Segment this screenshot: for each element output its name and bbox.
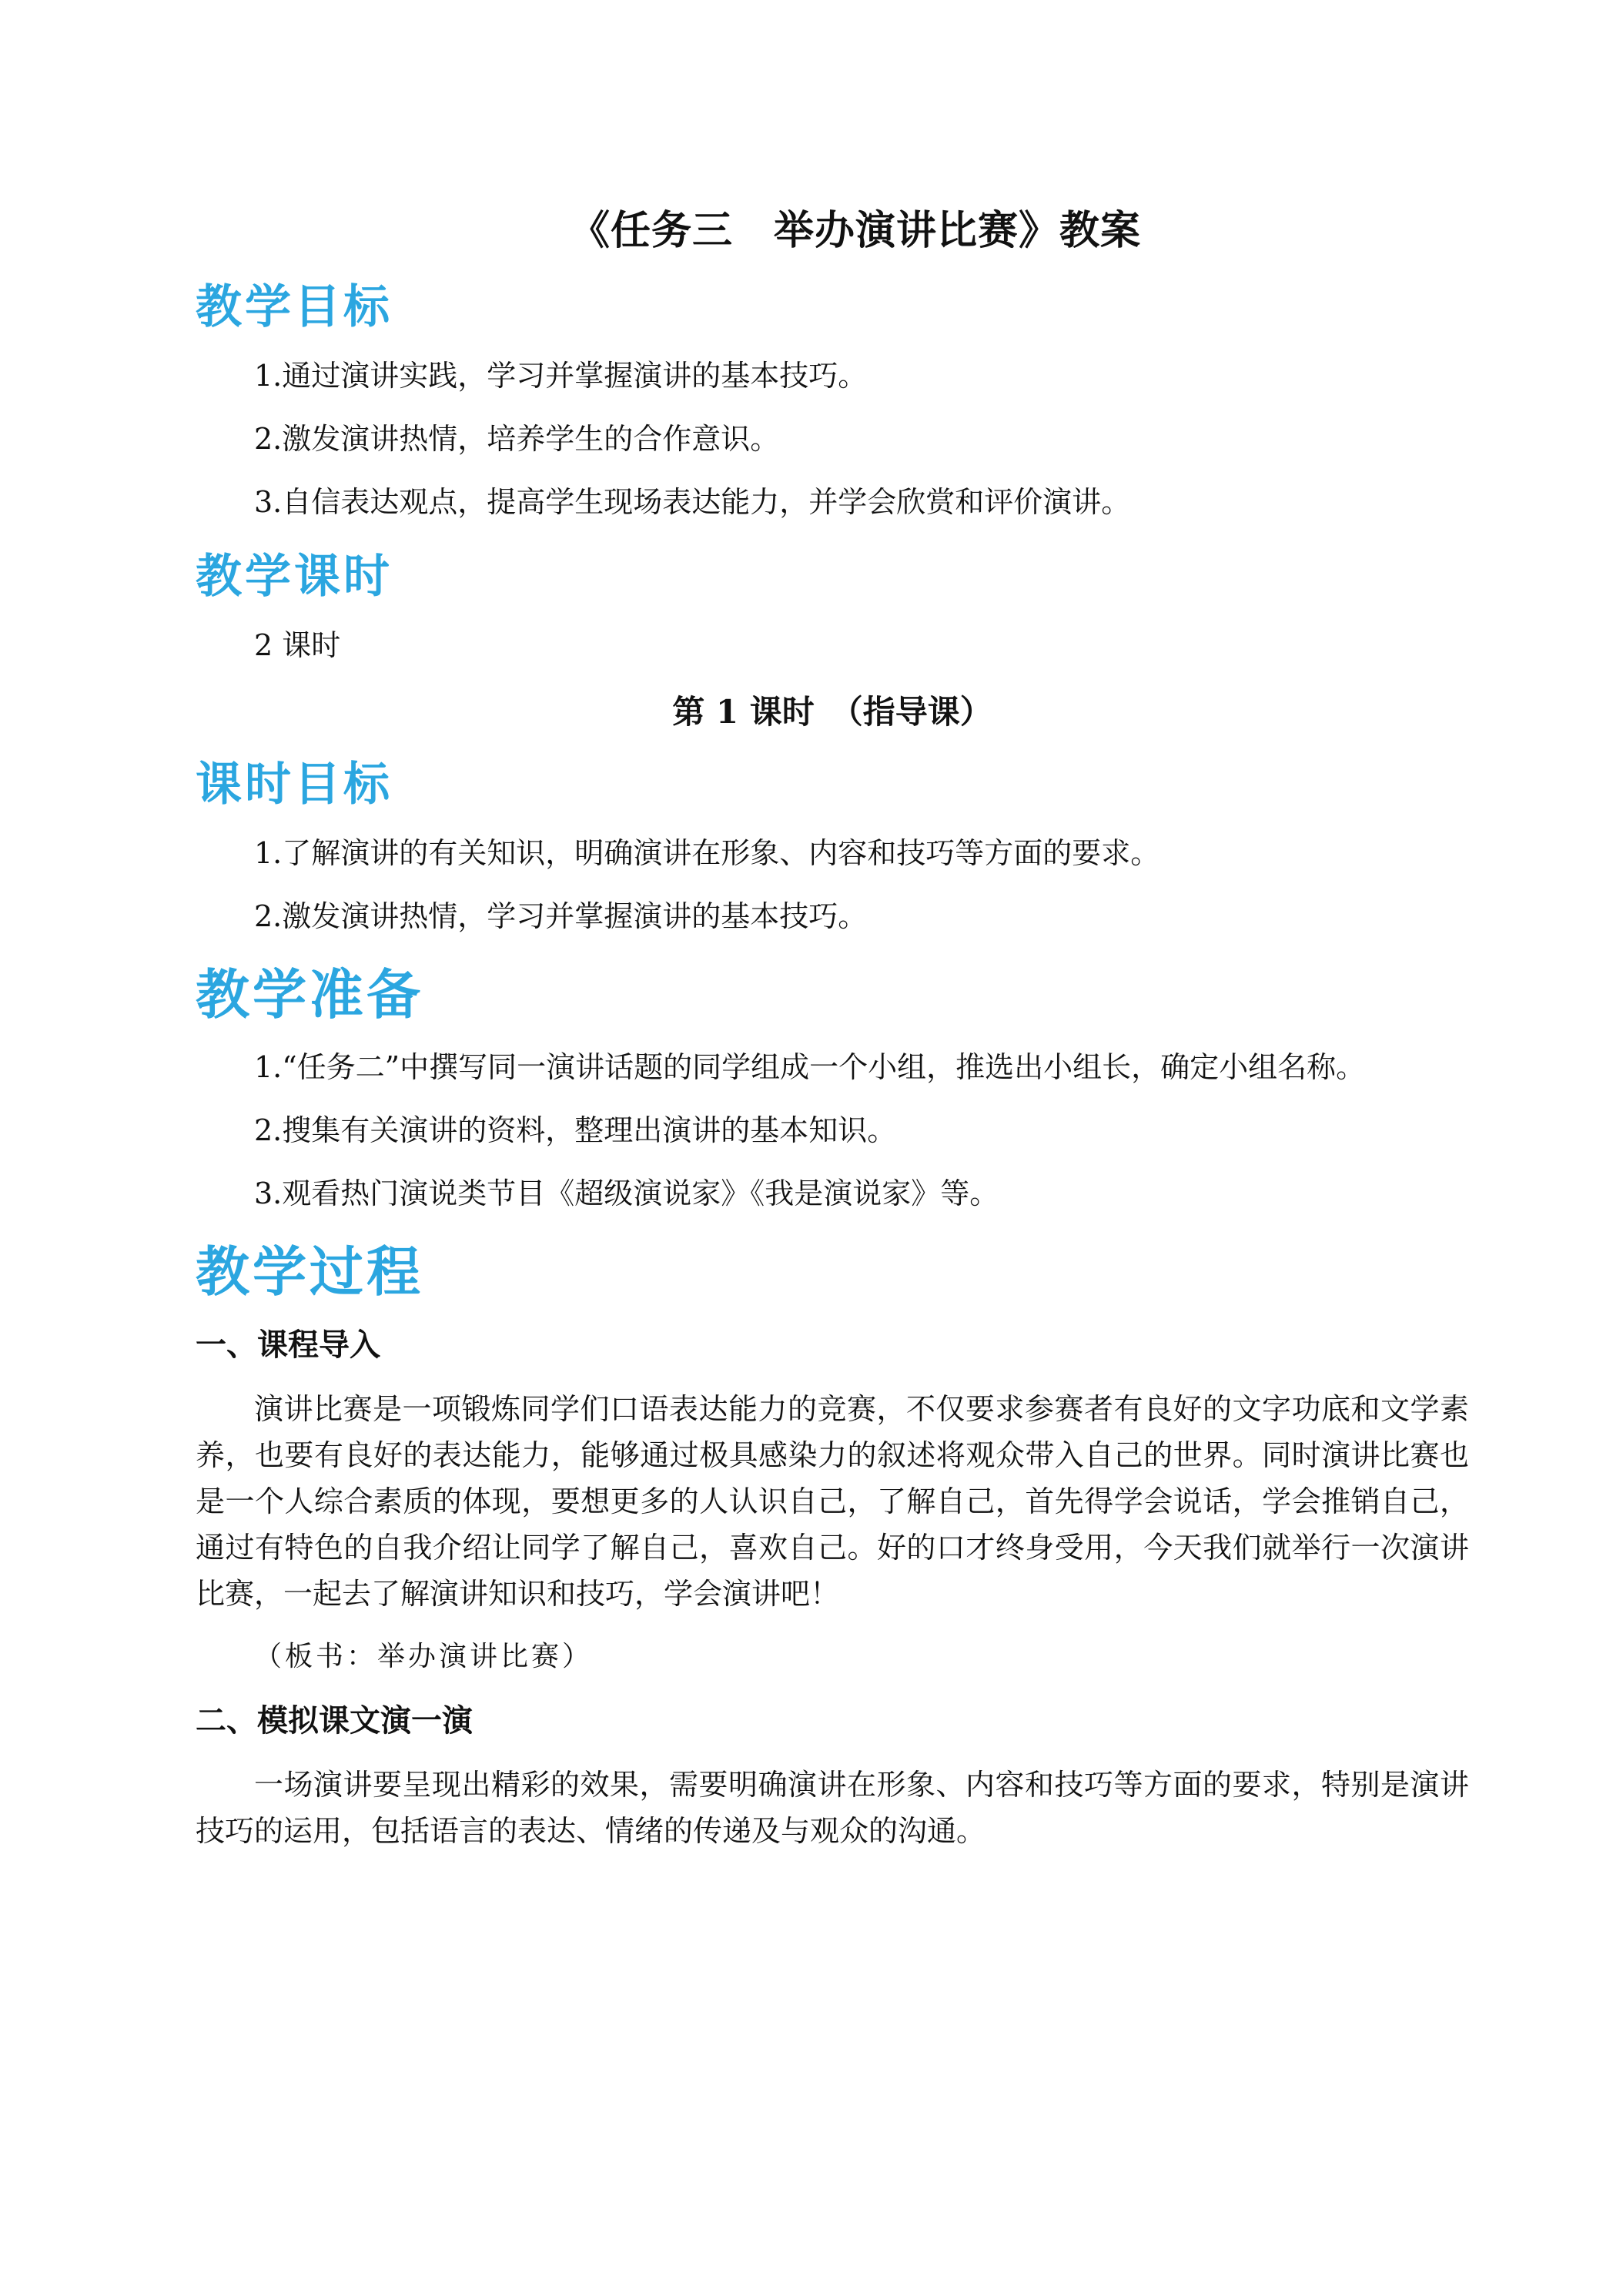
- process-part1-text: 演讲比赛是一项锻炼同学们口语表达能力的竞赛，不仅要求参赛者有良好的文字功底和文学素养，也要有良好的表达能力，能够通过极具感染力的叙述将观众带入自己的世界。同时演讲比赛也是一个人综合素质的体现，要想更多的人认识自己，了解自己，首先得学会说话，学会推销自己，通过有特色的自我介绍让同学了解自己，喜欢自己。好的口才终身受用，今天我们就举行一次演讲比赛，一起去了解演讲知识和技巧，学会演讲吧！: [196, 1392, 1469, 1611]
- preparation-heading: 教学准备: [196, 963, 423, 1026]
- preparation-item: 3.观看热门演说类节目《超级演说家》《我是演说家》等。: [254, 1176, 999, 1210]
- teaching-hours-heading: 教学课时: [196, 550, 393, 604]
- teaching-goal-item: 2.激发演讲热情，培养学生的合作意识。: [254, 422, 780, 456]
- lesson-1-title: 第 1 课时 （指导课）: [672, 693, 992, 731]
- teaching-hours-value: 2 课时: [254, 628, 341, 662]
- process-part2-text: 一场演讲要呈现出精彩的效果，需要明确演讲在形象、内容和技巧等方面的要求，特别是演讲技巧的运用，包括语言的表达、情绪的传递及与观众的沟通。: [196, 1768, 1469, 1848]
- lesson-goal-item: 1.了解演讲的有关知识，明确演讲在形象、内容和技巧等方面的要求。: [254, 836, 1160, 870]
- process-heading: 教学过程: [196, 1240, 423, 1304]
- preparation-item: 1.“任务二”中撰写同一演讲话题的同学组成一个小组，推选出小组长，确定小组名称。: [254, 1050, 1366, 1084]
- lesson-goals-heading: 课时目标: [196, 758, 393, 812]
- teaching-goals-heading: 教学目标: [196, 280, 393, 334]
- board-note: （板书：举办演讲比赛）: [254, 1641, 594, 1672]
- lesson-goal-item: 2.激发演讲热情，学习并掌握演讲的基本技巧。: [254, 899, 868, 933]
- preparation-item: 2.搜集有关演讲的资料，整理出演讲的基本知识。: [254, 1113, 897, 1147]
- process-part1-heading: 一、课程导入: [196, 1327, 380, 1363]
- teaching-goal-item: 3.自信表达观点，提高学生现场表达能力，并学会欣赏和评价演讲。: [254, 485, 1131, 519]
- process-part2-heading: 二、模拟课文演一演: [196, 1702, 473, 1739]
- teaching-goal-item: 1.通过演讲实践，学习并掌握演讲的基本技巧。: [254, 359, 868, 393]
- document-title: 《任务三 举办演讲比赛》教案: [569, 207, 1141, 254]
